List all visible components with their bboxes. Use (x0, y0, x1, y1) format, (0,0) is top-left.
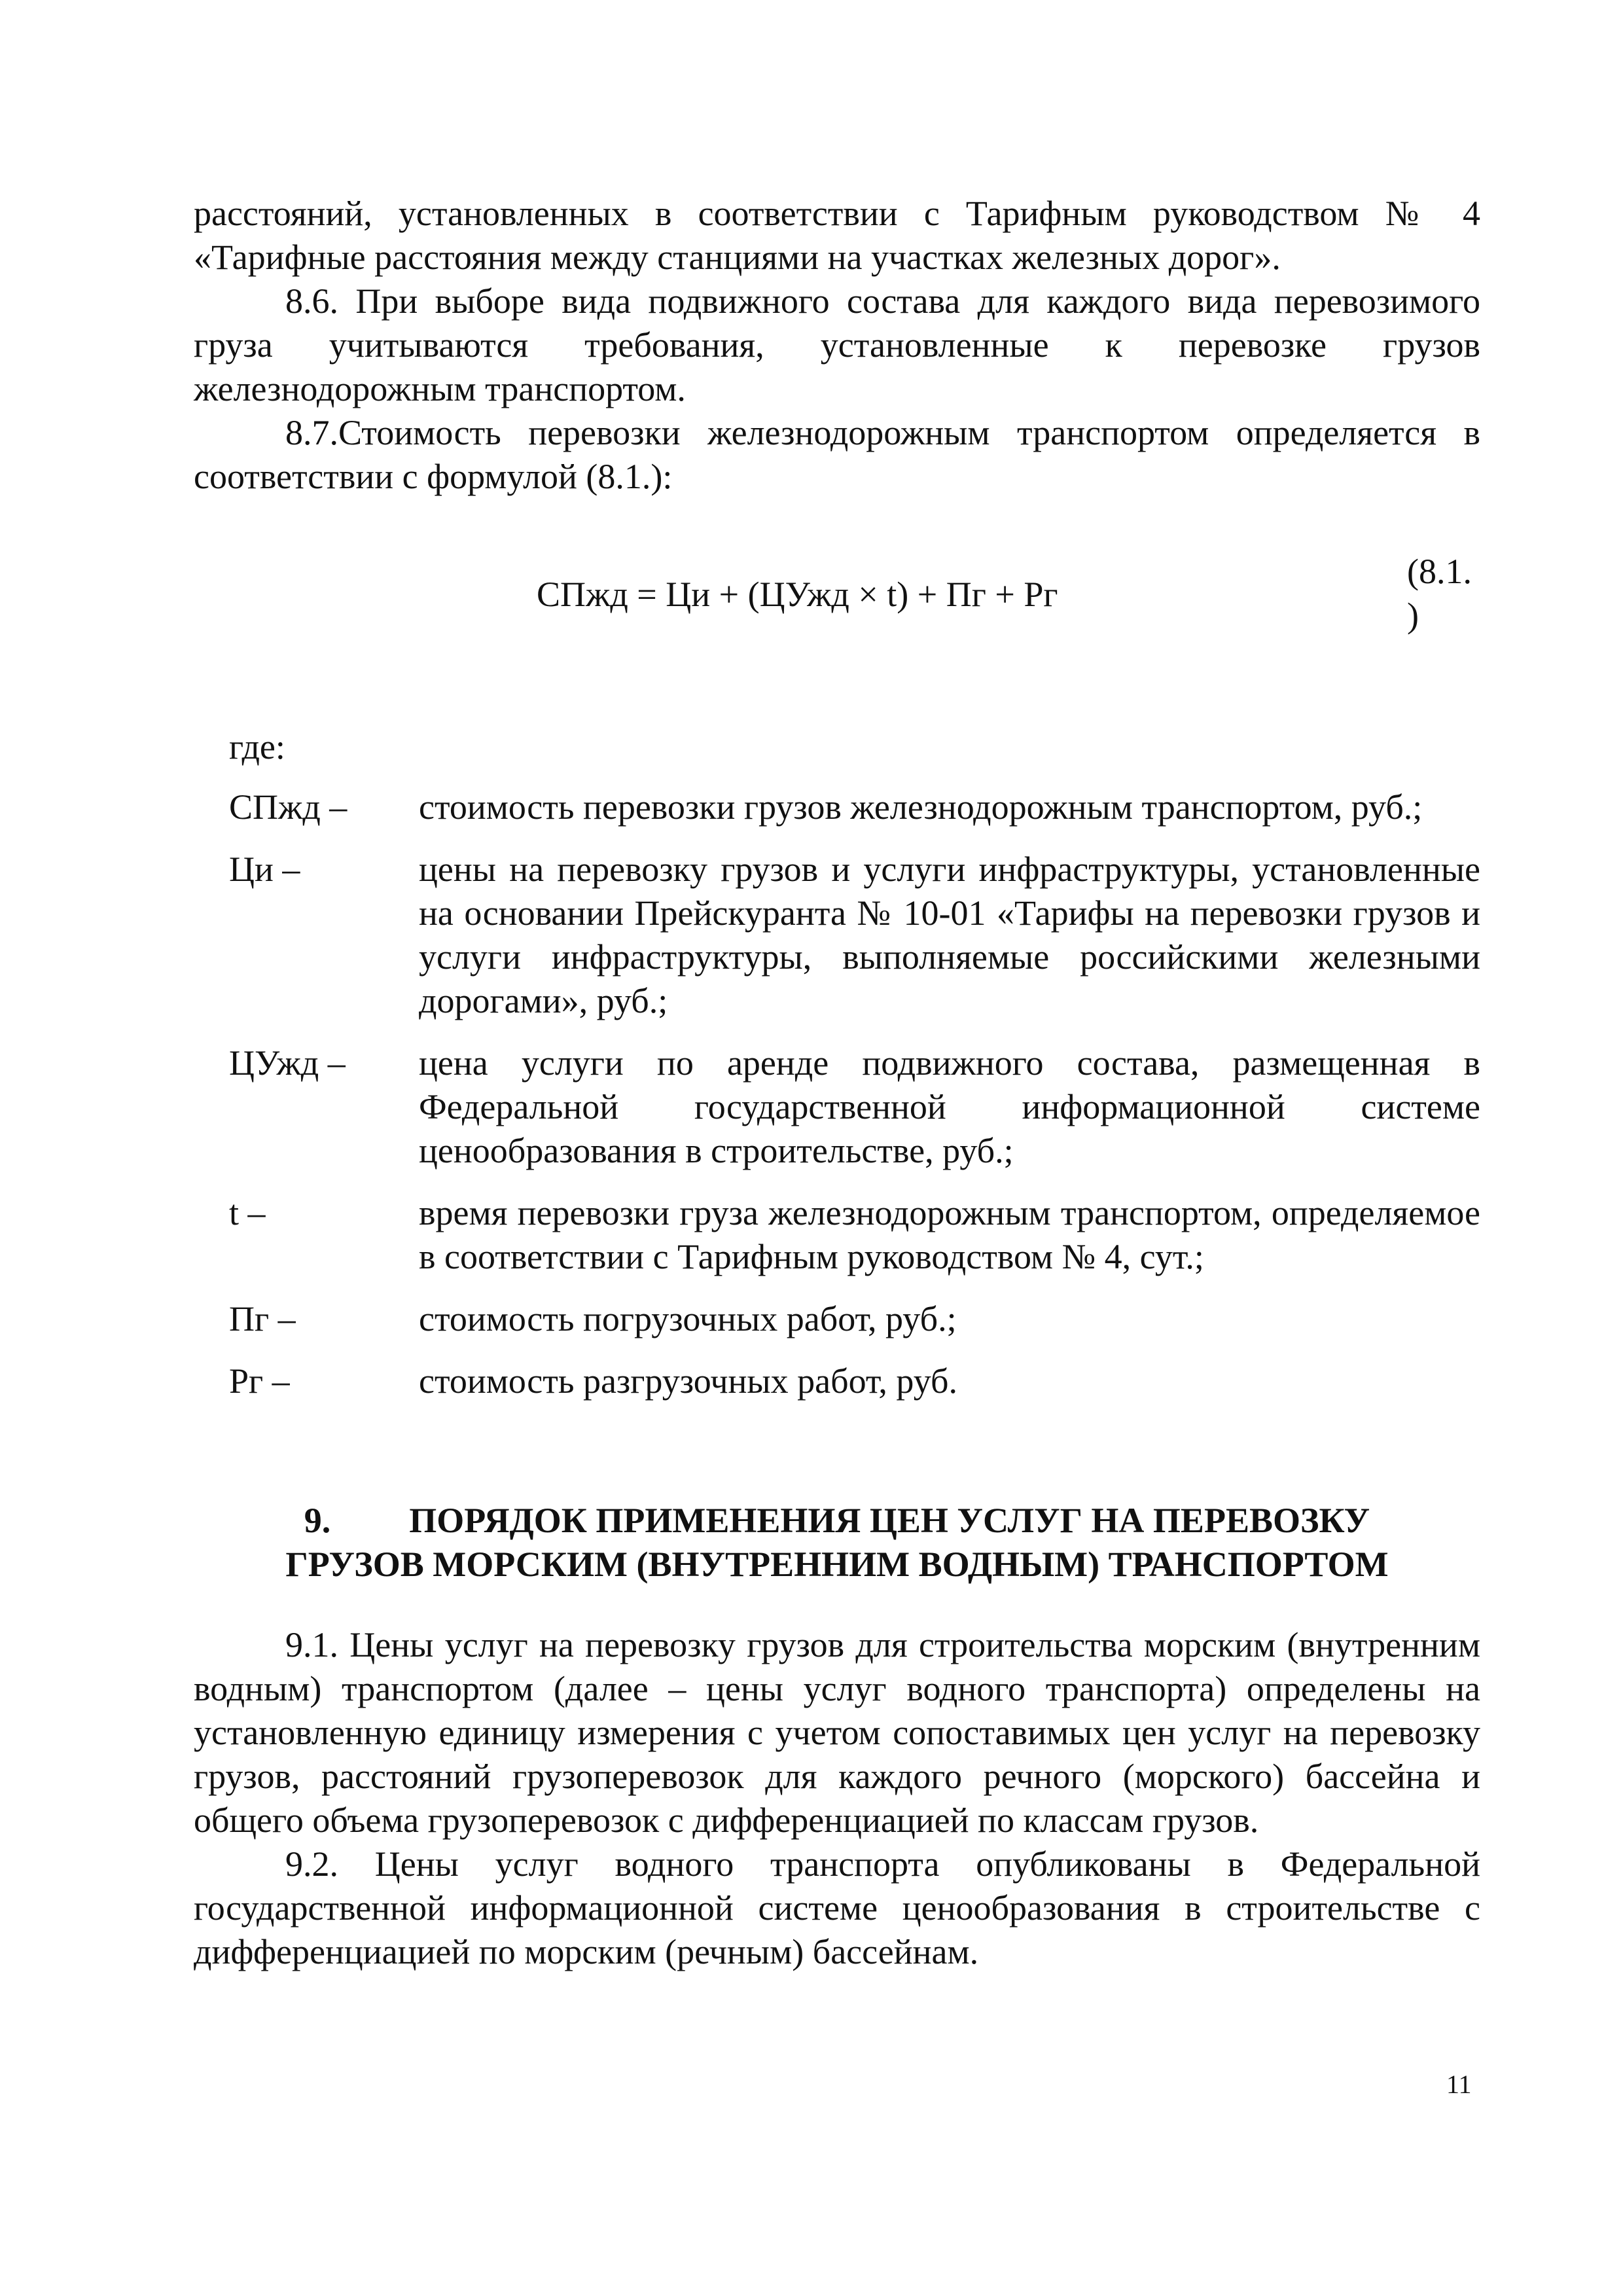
definition-description: стоимость перевозки грузов железнодорожным транспортом, руб.; (419, 787, 1423, 827)
definition-term: Рг – (229, 1361, 290, 1401)
definition-description: время перевозки груза железнодорожным транспортом, определяемое в соответствии с Тарифным руководством № 4, сут.; (419, 1193, 1480, 1276)
page-number: 11 (1446, 2070, 1472, 2099)
formula-8-1: СПжд = Ци + (ЦУжд × t) + Пг + Рг (537, 575, 1058, 614)
definition-row (229, 848, 1480, 1023)
paragraph-continuation: расстояний, установленных в соответствии с Тарифным руководством № 4 «Тарифные расстояния между станциями на участках железных дорог». (194, 194, 1480, 277)
definition-row (229, 1191, 1480, 1279)
definition-term: Ци – (229, 850, 300, 889)
definition-row (229, 785, 1480, 829)
definition-term: ЦУжд – (229, 1043, 346, 1083)
paragraph-9-2: 9.2. Цены услуг водного транспорта опубликованы в Федеральной государственной информационной системе ценообразования в строительстве с дифференциацией по морским (речным) бассейнам. (194, 1844, 1480, 1971)
formula-number: (8.1. ) (1407, 552, 1472, 635)
heading-title-line-1: ПОРЯДОК ПРИМЕНЕНИЯ ЦЕН УСЛУГ НА ПЕРЕВОЗКУ (409, 1501, 1370, 1540)
heading-line-1 (194, 1499, 1480, 1543)
heading-title-line-2: ГРУЗОВ МОРСКИМ (ВНУТРЕННИМ ВОДНЫМ) ТРАНСПОРТОМ (285, 1545, 1389, 1584)
definition-description: цены на перевозку грузов и услуги инфраструктуры, установленные на основании Прейскуранта № 10-01 «Тарифы на перевозки грузов и услуги инфраструктуры, выполняемые российскими железными дорогами», руб.; (419, 850, 1480, 1020)
definition-term: t – (229, 1193, 266, 1232)
section-9-heading (194, 1499, 1480, 1587)
where-label: где: (229, 727, 285, 766)
definition-term: Пг – (229, 1299, 296, 1338)
paragraph-8-6: 8.6. При выборе вида подвижного состава для каждого вида перевозимого груза учитываются требования, установленные к перевозке грузов железнодорожным транспортом. (194, 281, 1480, 408)
intro-text (194, 192, 1480, 499)
section-9-body (194, 1623, 1480, 1974)
definitions-list (229, 785, 1480, 1422)
definition-description: цена услуги по аренде подвижного состава, размещенная в Федеральной государственной информационной системе ценообразования в строительстве, руб.; (419, 1043, 1480, 1170)
definition-term: СПжд – (229, 787, 348, 827)
paragraph-9-1: 9.1. Цены услуг на перевозку грузов для строительства морским (внутренним водным) транспортом (далее – цены услуг водного транспорта) определены на установленную единицу измерения с учетом сопоставимых цен услуг на перевозку грузов, расстояний грузоперевозок для каждого речного (морского) бассейна и общего объема грузоперевозок с дифференциацией по классам грузов. (194, 1625, 1480, 1840)
definition-description: стоимость погрузочных работ, руб.; (419, 1299, 957, 1338)
paragraph-8-7: 8.7.Стоимость перевозки железнодорожным транспортом определяется в соответствии с формулой (8.1.): (194, 413, 1480, 496)
section-number: 9. (304, 1501, 331, 1540)
definition-row (229, 1297, 1480, 1341)
definition-row (229, 1359, 1480, 1403)
definition-row (229, 1041, 1480, 1173)
definition-description: стоимость разгрузочных работ, руб. (419, 1361, 957, 1401)
